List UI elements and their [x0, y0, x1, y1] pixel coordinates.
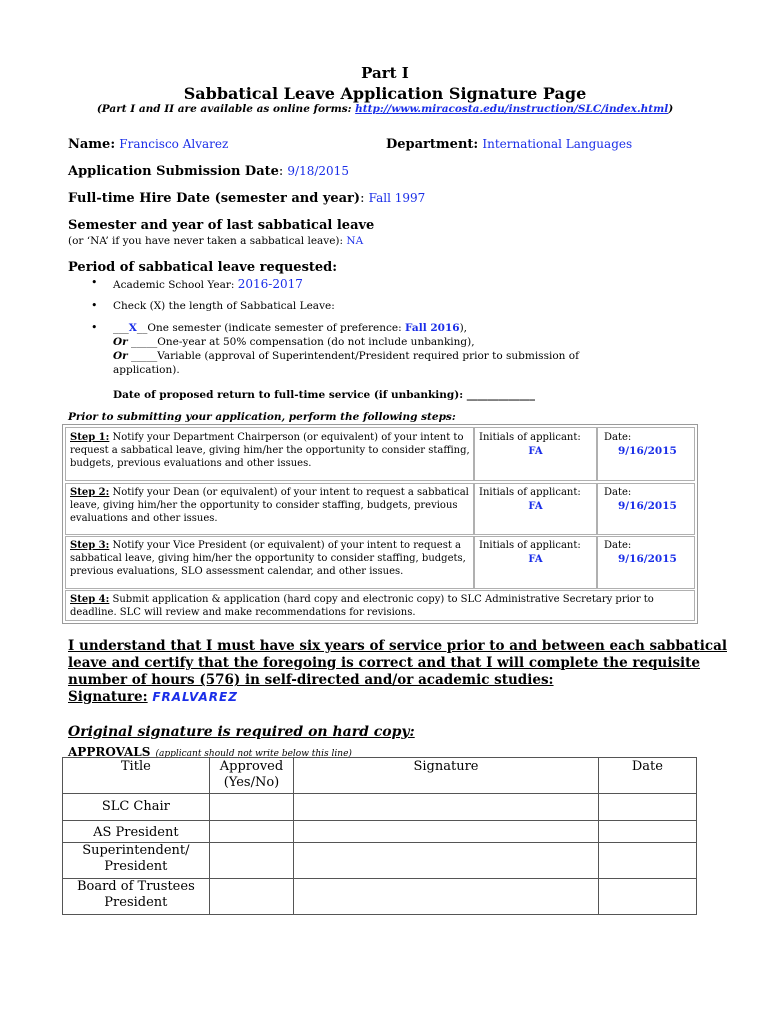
option-variable-cont: application).: [113, 364, 180, 376]
step-1-desc: Notify your Department Chairperson (or equivalent) of your intent to request a sabbatical leave, giving him/her the opportunity to consider staffing, budgets, previous evaluations and other issues.: [70, 432, 470, 469]
submission-date-value: 9/18/2015: [287, 164, 349, 178]
initials-label: Initials of applicant:: [479, 432, 581, 443]
part-label: Part I: [361, 64, 409, 82]
approved-cell[interactable]: [209, 821, 294, 843]
approved-cell[interactable]: [209, 794, 294, 821]
name-row: [68, 137, 228, 152]
table-row: [63, 794, 697, 821]
subtitle: [0, 103, 770, 115]
option-one-year-or: Or: [113, 336, 128, 348]
step-1-date: 9/16/2015: [618, 445, 677, 457]
date-label: Date:: [604, 432, 632, 443]
step-2-label: Step 2:: [70, 487, 110, 498]
name-value: Francisco Alvarez: [119, 137, 229, 151]
option-one-year: [113, 336, 475, 348]
certify-line-3: number of hours (576) in self-directed and/or academic studies:: [68, 672, 554, 688]
step-1-cell: [65, 427, 474, 481]
option-one-mark: X: [128, 322, 137, 334]
table-row: [63, 843, 697, 879]
department-label: Department:: [386, 137, 479, 152]
online-forms-link[interactable]: http://www.miracosta.edu/instruction/SLC/index.html: [355, 103, 669, 115]
school-year-label: Academic School Year:: [113, 279, 235, 291]
bullet-icon: •: [91, 299, 98, 312]
signature-cell[interactable]: [294, 843, 598, 879]
step-1-text: [70, 431, 470, 470]
bullet-icon: •: [91, 276, 98, 289]
option-one-year-text: _____One-year at 50% compensation (do not include unbanking),: [127, 336, 475, 348]
step-1-initials: FA: [528, 446, 543, 457]
school-year-row: [113, 277, 303, 291]
step-2-text: [70, 486, 470, 525]
initials-label: Initials of applicant:: [479, 487, 581, 498]
row-title: SLC Chair: [63, 794, 210, 821]
last-leave-label: Semester and year of last sabbatical leave: [68, 218, 375, 233]
signature-cell[interactable]: [294, 879, 598, 915]
page-title: Sabbatical Leave Application Signature Page: [183, 84, 587, 103]
hire-date-label: Full-time Hire Date (semester and year): [68, 191, 361, 206]
step-4-text: [70, 593, 688, 619]
option-variable-text: _____Variable (approval of Superintendent/President required prior to submission of: [127, 350, 579, 362]
steps-heading: Prior to submitting your application, perform the following steps:: [68, 411, 456, 423]
step-2-date: 9/16/2015: [618, 500, 677, 512]
date-cell[interactable]: [598, 821, 696, 843]
original-signature-note: Original signature is required on hard copy:: [68, 724, 415, 740]
signature-cell[interactable]: [294, 794, 598, 821]
step-2-cell: [65, 483, 474, 535]
last-leave-value: NA: [346, 235, 364, 247]
col-signature: Signature: [294, 758, 598, 794]
step-3-text: [70, 539, 470, 578]
step-4-desc: Submit application & application (hard copy and electronic copy) to SLC Administrative Secretary prior to deadline. SLC will review and make recommendations for revisions.: [70, 594, 654, 618]
date-cell[interactable]: [598, 879, 696, 915]
step-3-cell: [65, 536, 474, 589]
option-one-prefix: ___: [113, 322, 129, 334]
step-1-date-cell: [597, 427, 695, 481]
col-title: Title: [63, 758, 210, 794]
last-leave-row: [68, 235, 363, 247]
step-3-label: Step 3:: [70, 540, 110, 551]
step-1-label: Step 1:: [70, 432, 110, 443]
row-title: AS President: [63, 821, 210, 843]
option-one-text: __One semester (indicate semester of preference:: [136, 322, 406, 334]
col-date: Date: [598, 758, 696, 794]
step-4-label: Step 4:: [70, 594, 110, 605]
steps-table: [62, 424, 698, 624]
hire-date-value: Fall 1997: [368, 191, 426, 205]
date-cell[interactable]: [598, 843, 696, 879]
name-label: Name: [68, 137, 111, 152]
subtitle-suffix: ): [668, 103, 674, 115]
applicant-signature: FRALVAREZ: [152, 690, 238, 704]
hire-date-row: Full-time Hire Date (semester and year): Fall 1997: [68, 191, 426, 206]
bullet-icon: •: [91, 321, 98, 334]
approvals-note: (applicant should not write below this line): [155, 749, 352, 759]
subtitle-prefix: (Part I and II are available as online forms:: [96, 103, 356, 115]
option-one-end: ),: [459, 322, 467, 334]
date-label: Date:: [604, 487, 632, 498]
approvals-heading: APPROVALS: [68, 745, 151, 759]
return-date-blank: _____________: [466, 389, 535, 401]
return-date-label: Date of proposed return to full-time service (if unbanking):: [113, 389, 464, 401]
option-one-value: Fall 2016: [405, 322, 460, 334]
period-heading: Period of sabbatical leave requested:: [68, 260, 338, 275]
department-row: [386, 137, 632, 152]
school-year-value: 2016-2017: [237, 277, 303, 291]
row-title: Board of Trustees President: [63, 879, 210, 915]
last-leave-note: (or ‘NA’ if you have never taken a sabbatical leave):: [68, 235, 344, 247]
option-variable: [113, 350, 579, 362]
option-one-semester: [113, 322, 467, 334]
option-variable-or: Or: [113, 350, 128, 362]
step-2-date-cell: [597, 483, 695, 535]
table-row: [63, 821, 697, 843]
table-header-row: [63, 758, 697, 794]
table-row: [63, 879, 697, 915]
signature-label: Signature:: [68, 689, 148, 705]
date-cell[interactable]: [598, 794, 696, 821]
return-date-row: [113, 389, 535, 401]
step-1-initials-cell: [474, 427, 597, 481]
col-approved: Approved (Yes/No): [209, 758, 294, 794]
row-title: Superintendent/ President: [63, 843, 210, 879]
submission-date-label: Application Submission Date: [68, 164, 279, 179]
check-length-label: Check (X) the length of Sabbatical Leave:: [113, 300, 335, 312]
name-colon: :: [110, 137, 116, 152]
step-2-initials: FA: [528, 501, 543, 512]
step-3-date-cell: [597, 536, 695, 589]
date-label: Date:: [604, 540, 632, 551]
step-2-initials-cell: [474, 483, 597, 535]
step-4-cell: [65, 590, 695, 621]
initials-label: Initials of applicant:: [479, 540, 581, 551]
certify-line-1: I understand that I must have six years of service prior to and between each sabbatical: [68, 638, 727, 654]
step-2-desc: Notify your Dean (or equivalent) of your intent to request a sabbatical leave, giving him/her the opportunity to consider staffing, budgets, previous evaluations and other issues.: [70, 487, 469, 524]
approvals-table: [62, 757, 697, 915]
approved-cell[interactable]: [209, 879, 294, 915]
approved-cell[interactable]: [209, 843, 294, 879]
step-3-desc: Notify your Vice President (or equivalent) of your intent to request a sabbatical leave, giving him/her the opportunity to consider staffing, budgets, previous evaluations, SLO assessment calendar, and other issues.: [70, 540, 466, 577]
step-3-initials: FA: [528, 554, 543, 565]
certify-line-2: leave and certify that the foregoing is correct and that I will complete the requisite: [68, 655, 701, 671]
submission-date-row: Application Submission Date: 9/18/2015: [68, 164, 349, 179]
step-3-initials-cell: [474, 536, 597, 589]
department-value: International Languages: [482, 137, 633, 151]
step-3-date: 9/16/2015: [618, 553, 677, 565]
signature-row: [68, 689, 238, 705]
signature-cell[interactable]: [294, 821, 598, 843]
